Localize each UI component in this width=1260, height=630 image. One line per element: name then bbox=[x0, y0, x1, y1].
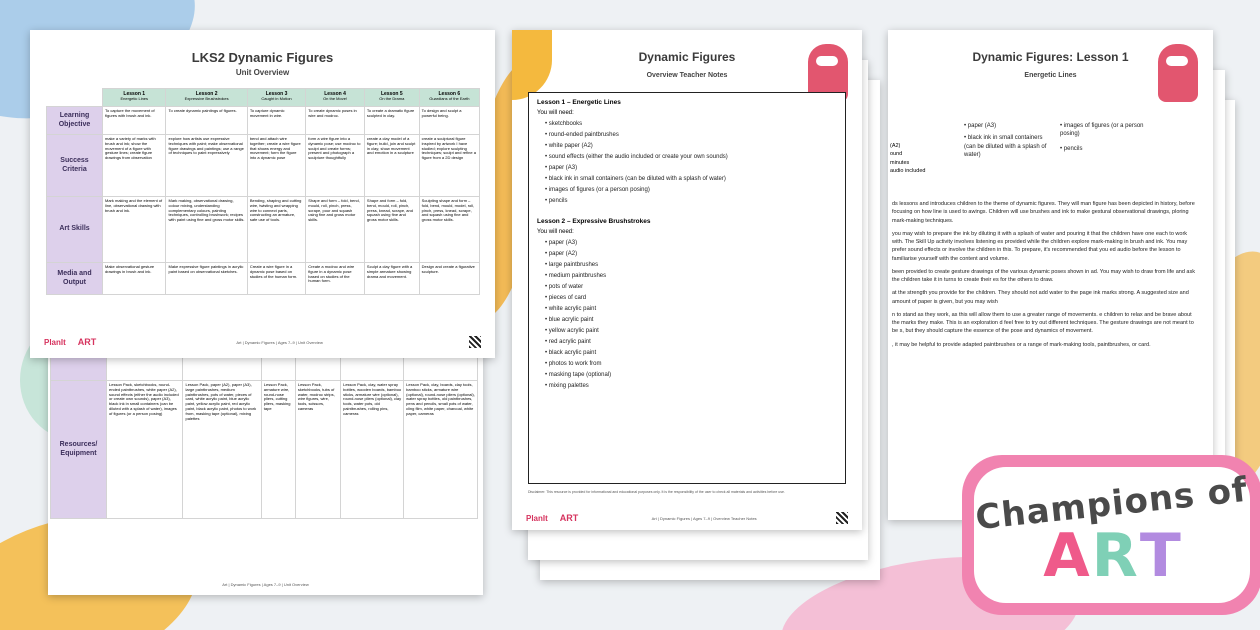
list-item: • white acrylic paint bbox=[545, 306, 837, 312]
paragraph: ds lessons and introduces children to the theme of dynamic figures. They will man figure has been depicted in history, before focusing on how line is used to awings. Children will use brushes and ink to make gestural observational drawings, ploring mark-making techniques. bbox=[892, 201, 1195, 224]
list-item: • black acrylic paint bbox=[545, 350, 837, 356]
list-item: • round-ended paintbrushes bbox=[545, 132, 837, 138]
badge-letter-r: R bbox=[1091, 521, 1138, 591]
list-item: • black ink in small containers (can be diluted with a splash of water) bbox=[545, 176, 837, 182]
lesson-heading: Lesson 2 – Expressive Brushstrokes bbox=[537, 218, 651, 225]
paragraph: you may wish to prepare the ink by diluting it with a splash of water and pouring it that the children have one each to work with. The Skill Up activity involves listening es provided while the children explore mark-making in brush and ink. You may prefer sound effects or involve the children in this. To prepare, it's recommended that you ed audio before the lesson to familiarise yourself with the content and volume. bbox=[892, 230, 1188, 262]
page-subtitle: Overview Teacher Notes bbox=[646, 72, 728, 79]
table-cell: Sculpting shape and form – fold, bend, mould, model, roll, pinch, press, knead, scrape, and squash using fine and gross motor skills. bbox=[419, 197, 479, 263]
paragraph: n to stand as they work, as this will allow them to use a greater range of movements. e children to relax and be brave about the marks they make. This is an exploration d feel free to try out different techniques. The gesture drawings are not meant to be s, but they should capture the essence of the pose and dynamics of movement. bbox=[892, 311, 1194, 335]
table-cell: bend and attach wire together; create a wire figure that shows energy and movement; form the figure into a dynamic pose bbox=[247, 135, 305, 197]
table-cell: Design and create a figurative sculpture. bbox=[419, 263, 479, 295]
table-cell: To create a dramatic figure sculpted in clay. bbox=[364, 107, 419, 135]
lesson-header: Lesson 3 Caught in Motion bbox=[247, 89, 305, 107]
table-cell: Make expressive figure paintings in acrylic paint based on observational sketches. bbox=[166, 263, 247, 295]
list-item: • sketchbooks bbox=[545, 121, 837, 127]
lesson-notes bbox=[892, 200, 1195, 349]
lesson-heading: Lesson 1 – Energetic Lines bbox=[537, 99, 621, 106]
objective-row bbox=[47, 107, 480, 135]
teacher-notes-page bbox=[512, 30, 862, 530]
badge-title: Champions of bbox=[974, 469, 1250, 539]
list-item: minutes bbox=[890, 159, 910, 166]
media-output-row bbox=[47, 263, 480, 295]
row-header: Success Criteria bbox=[47, 135, 103, 197]
lesson-header: Lesson 1 Energetic Lines bbox=[103, 89, 166, 107]
list-item: • pencils bbox=[1060, 145, 1160, 153]
list-item: • pencils bbox=[545, 198, 837, 204]
footer-text: Art | Dynamic Figures | Ages 7–9 | Unit Overview bbox=[222, 582, 309, 587]
page-footer bbox=[512, 512, 862, 524]
table-cell: Create a wire figure in a dynamic pose based on studies of the human form. bbox=[247, 263, 305, 295]
list-item: • black ink in small containers (can be diluted with a splash of water) bbox=[964, 134, 1054, 159]
row-header: Media and Output bbox=[47, 263, 103, 295]
list-item: • paper (A2) bbox=[545, 251, 837, 257]
row-header: Learning Objective bbox=[47, 107, 103, 135]
badge-letter-a: A bbox=[1043, 521, 1090, 591]
lesson-1-page bbox=[888, 30, 1213, 520]
badge-letter-t: T bbox=[1139, 521, 1181, 591]
list-item: ound bbox=[890, 151, 903, 158]
table-cell: create a sculptural figure inspired by artwork I have studied; explore sculpting techniques; sculpt and refine a figure from a 2D design bbox=[419, 135, 479, 197]
lesson-header: Lesson 2 Expressive Brushstrokes bbox=[166, 89, 247, 107]
list-item: • medium paintbrushes bbox=[545, 273, 837, 279]
resource-cell: Lesson Pack, sketchbooks, round-ended paintbrushes, white paper (A2), sound effects (either the audio included or create own sounds), paper (A3), black ink in small containers (can be diluted with a splash of water), images of figures (or a person posing) bbox=[107, 381, 183, 519]
lesson-header-row bbox=[47, 89, 480, 107]
champions-of-art-badge bbox=[962, 455, 1260, 615]
page-title: Dynamic Figures bbox=[638, 50, 736, 64]
lesson-header: Lesson 5 On the Drama bbox=[364, 89, 419, 107]
planit-logo: PlanIt bbox=[44, 337, 66, 347]
qr-code-icon bbox=[836, 512, 848, 524]
list-item: • paper (A3) bbox=[964, 122, 1054, 130]
materials-col-3 bbox=[1060, 122, 1160, 153]
page-subtitle: Unit Overview bbox=[235, 68, 290, 77]
resource-cell: Lesson Pack, sketchbooks, tubs of water, modroc strips, wire figures, wire, tools, scissors, cameras bbox=[295, 381, 340, 519]
you-will-need-label: You will need: bbox=[537, 229, 574, 235]
resource-cell: Lesson Pack, paper (A2), paper (A3), large paintbrushes, medium paintbrushes, pots of water, pieces of card, white acrylic paint, blue acrylic paint, yellow acrylic paint, red acrylic paint, black acrylic paint, photos to work from, masking tape (optional), mixing palettes bbox=[183, 381, 261, 519]
page-footer bbox=[30, 336, 495, 348]
list-item: • images of figures (or a person posing) bbox=[545, 187, 837, 193]
list-item: (A2) bbox=[890, 143, 901, 149]
mascot-icon bbox=[1158, 44, 1198, 102]
table-cell: To capture the movement of figures with brush and ink. bbox=[103, 107, 166, 135]
unit-overview-page bbox=[30, 30, 495, 358]
row-header: Art Skills bbox=[47, 197, 103, 263]
table-cell: To design and sculpt a powerful being. bbox=[419, 107, 479, 135]
badge-art-letters bbox=[1043, 521, 1181, 591]
table-cell: To create dynamic paintings of figures. bbox=[166, 107, 247, 135]
materials-col-1 bbox=[890, 128, 960, 175]
list-item: • yellow acrylic paint bbox=[545, 328, 837, 334]
table-cell: Bending, shaping and cutting wire, twisting and wrapping wire to connect parts, constructing an armature, safe use of tools. bbox=[247, 197, 305, 263]
resource-cell: Lesson Pack, armature wire, round-nose pliers, cutting pliers, masking tape bbox=[261, 381, 295, 519]
footer-text: Art | Dynamic Figures | Ages 7–9 | Unit Overview bbox=[236, 339, 323, 345]
list-item: • images of figures (or a person posing) bbox=[1060, 122, 1160, 139]
list-item: • sound effects (either the audio included or create your own sounds) bbox=[545, 154, 837, 160]
table-cell: Shape and form – fold, bend, mould, roll, pinch, press, knead, scrape, and squash using fine and gross motor skills. bbox=[364, 197, 419, 263]
resources-table bbox=[50, 350, 478, 519]
list-item: • paper (A3) bbox=[545, 240, 837, 246]
table-cell: Make observational gesture drawings in brush and ink. bbox=[103, 263, 166, 295]
paragraph: been provided to create gesture drawings of the various dynamic poses shown in ad. You may wish to draw from life and ask the children take it in turns to create their es for the others to draw. bbox=[892, 268, 1195, 283]
paragraph: at the strength you provide for the children. They should not add water to the page ink marks strong. A suggested size and amount of paper is given, but you may wish bbox=[892, 290, 1189, 305]
resource-cell: Lesson Pack, clay, water spray bottles, wooden boards, bamboo sticks, armature wire (optional), round-nose pliers (optional), clay tools, water pots, old paintbrushes, rolling pins, cameras bbox=[341, 381, 404, 519]
page-footer bbox=[48, 582, 483, 587]
table-cell: To create dynamic poses in wire and modroc. bbox=[306, 107, 365, 135]
list-item: • large paintbrushes bbox=[545, 262, 837, 268]
table-cell: form a wire figure into a dynamic pose; use modroc to sculpt and create forms; present and photograph a sculpture thoughtfully bbox=[306, 135, 365, 197]
disclaimer-text: Disclaimer: This resource is provided for informational and educational purposes only. It is the responsibility of the user to check all materials and activities before use. bbox=[528, 490, 785, 494]
footer-text: Art | Dynamic Figures | Ages 7–9 | Overview Teacher Notes bbox=[651, 515, 757, 521]
list-item: • pots of water bbox=[545, 284, 837, 290]
table-cell: create a clay model of a figure; build, join and sculpt in clay; show movement and emotion in a sculpture bbox=[364, 135, 419, 197]
table-cell: Mark making and the element of line, observational drawing with brush and ink. bbox=[103, 197, 166, 263]
list-item: • photos to work from bbox=[545, 361, 837, 367]
page-subtitle: Energetic Lines bbox=[1024, 72, 1077, 79]
list-item: • pieces of card bbox=[545, 295, 837, 301]
list-item: • blue acrylic paint bbox=[545, 317, 837, 323]
resources-row-header: Resources/ Equipment bbox=[51, 381, 107, 519]
list-item: audio included bbox=[890, 167, 926, 174]
list-item: • masking tape (optional) bbox=[545, 372, 837, 378]
page-title: Dynamic Figures: Lesson 1 bbox=[972, 50, 1129, 64]
lesson-header: Lesson 6 Guardians of the Earth bbox=[419, 89, 479, 107]
art-skills-row bbox=[47, 197, 480, 263]
art-logo: ART bbox=[77, 337, 97, 347]
table-cell: make a variety of marks with brush and ink; show the movement of a figure with gesture lines; create figure drawings from observation bbox=[103, 135, 166, 197]
list-item: • white paper (A2) bbox=[545, 143, 837, 149]
list-item: • paper (A3) bbox=[545, 165, 837, 171]
table-cell: Sculpt a clay figure with a simple armature showing drama and movement. bbox=[364, 263, 419, 295]
resources-row bbox=[51, 381, 478, 519]
list-item: • red acrylic paint bbox=[545, 339, 837, 345]
page-title: LKS2 Dynamic Figures bbox=[191, 50, 334, 65]
success-criteria-row bbox=[47, 135, 480, 197]
planit-logo: PlanIt bbox=[526, 513, 548, 523]
materials-col-2 bbox=[964, 122, 1054, 160]
resources-list-box bbox=[528, 92, 846, 484]
you-will-need-label: You will need: bbox=[537, 110, 574, 116]
art-logo: ART bbox=[559, 513, 579, 523]
qr-code-icon bbox=[469, 336, 481, 348]
resource-cell: Lesson Pack, clay, boards, clay tools, bamboo sticks, armature wire (optional), round-nose pliers (optional), water spray bottles, old paintbrushes, pens and pencils, small pots of water, cling film, white paper, charcoal, white paper, cameras bbox=[404, 381, 478, 519]
paragraph: , it may be helpful to provide adapted paintbrushes or a range of mark-making tools, paintbrushes, or card. bbox=[892, 341, 1151, 348]
paint-corner bbox=[512, 30, 552, 100]
table-cell: Create a modroc and wire figure in a dynamic pose based on studies of the human form. bbox=[306, 263, 365, 295]
table-cell: To capture dynamic movement in wire. bbox=[247, 107, 305, 135]
table-cell: explore how artists use expressive techniques with paint; make observational figure drawings and paintings; use a range of techniques to paint expressively bbox=[166, 135, 247, 197]
table-cell: Shape and form – fold, bend, mould, roll, pinch, press, scrape, pour and squash using fine and gross motor skills. bbox=[306, 197, 365, 263]
overview-table bbox=[46, 88, 480, 295]
lesson-header: Lesson 4 On the Move! bbox=[306, 89, 365, 107]
list-item: • mixing palettes bbox=[545, 383, 837, 389]
table-cell: Mark making, observational drawing, colour mixing, understanding complementary colours, painting techniques, controlling brushwork; recipes with paint using fine and gross motor skills. bbox=[166, 197, 247, 263]
